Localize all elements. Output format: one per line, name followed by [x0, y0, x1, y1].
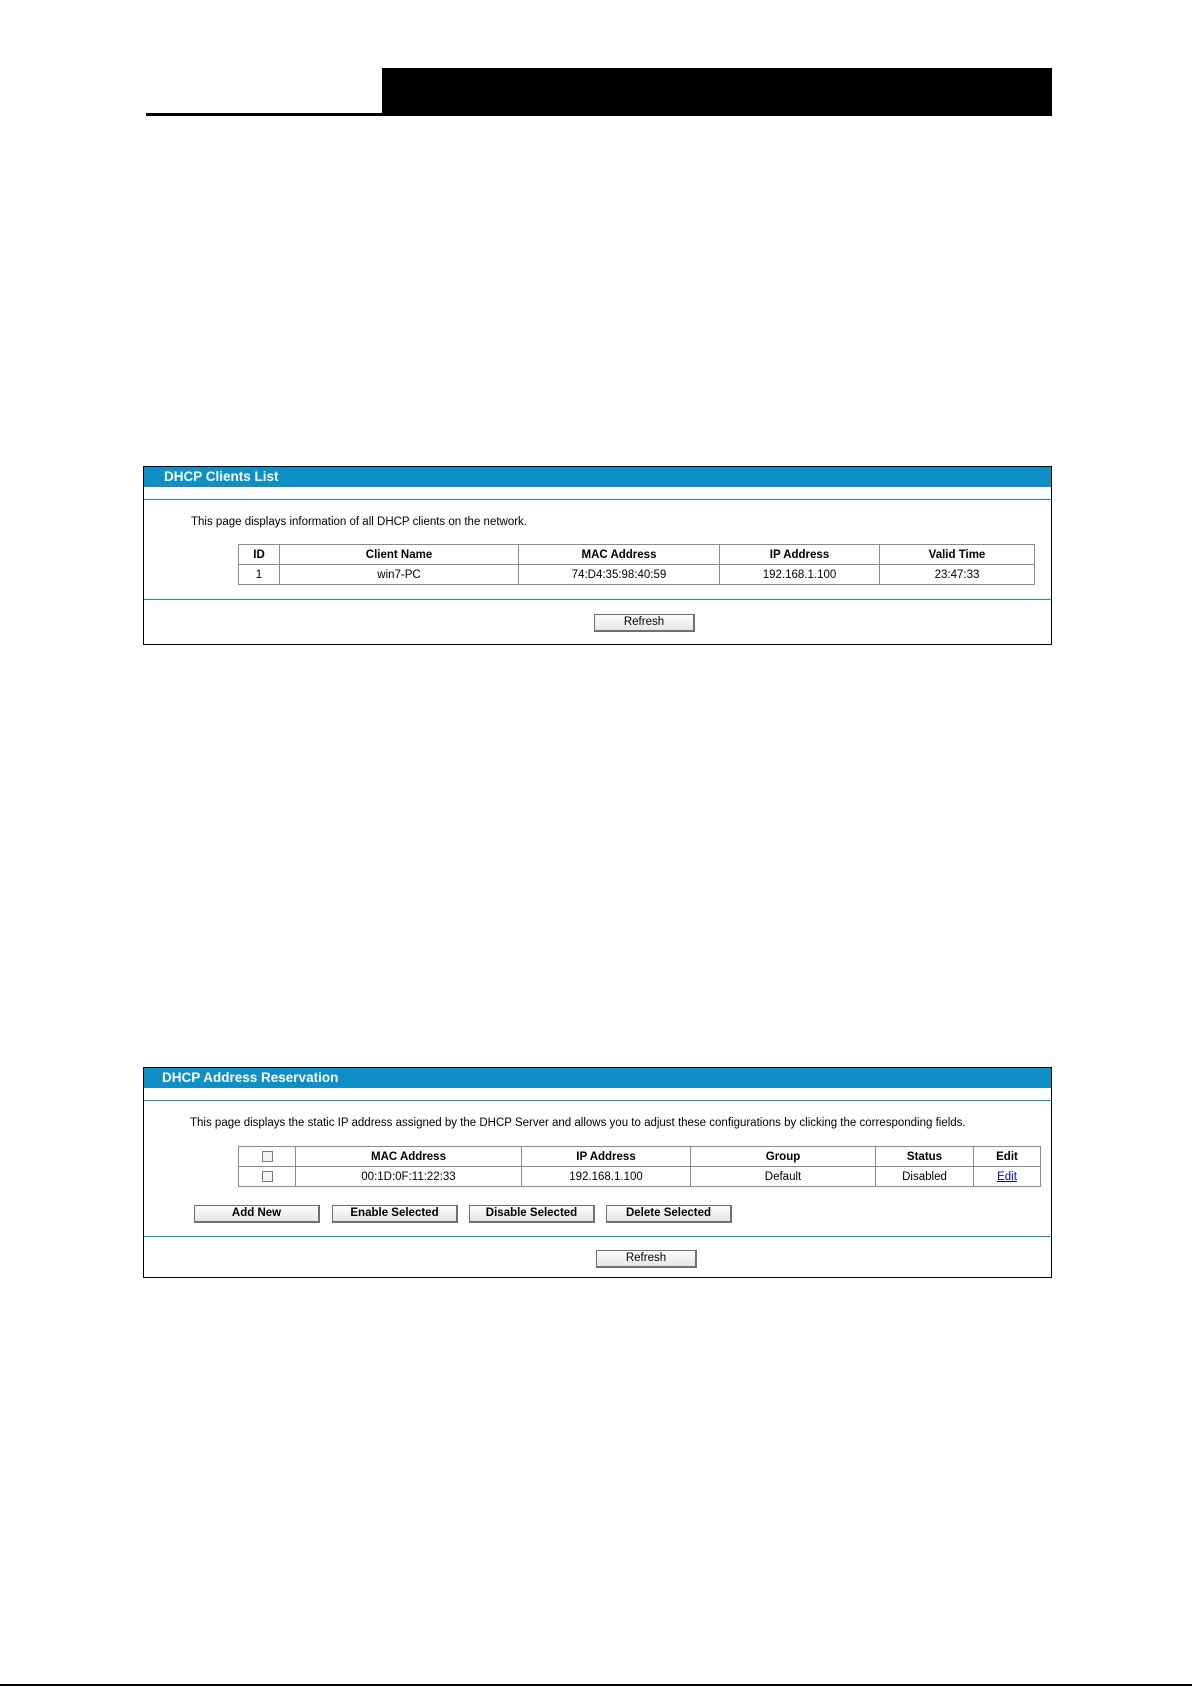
- panel-description: This page displays information of all DHCP clients on the network.: [191, 516, 528, 528]
- cell-ip: 192.168.1.100: [522, 1167, 691, 1187]
- cell-edit: [974, 1167, 1041, 1187]
- cell-valid-time: 23:47:33: [880, 565, 1035, 585]
- divider: [144, 499, 1051, 500]
- cell-group: Default: [691, 1167, 876, 1187]
- col-group: Group: [691, 1147, 876, 1167]
- dhcp-clients-panel: [143, 466, 1052, 645]
- panel-title: DHCP Address Reservation: [144, 1068, 1051, 1088]
- clients-table: [238, 544, 1035, 585]
- panel-description: This page displays the static IP address assigned by the DHCP Server and allows you to adjust these configurations by clicking the corresponding fields.: [190, 1117, 966, 1129]
- add-new-button[interactable]: Add New: [194, 1205, 320, 1223]
- cell-status: Disabled: [876, 1167, 974, 1187]
- delete-selected-button[interactable]: Delete Selected: [606, 1205, 732, 1223]
- col-valid-time: Valid Time: [880, 545, 1035, 565]
- col-ip-address: IP Address: [720, 545, 880, 565]
- select-all-checkbox[interactable]: [262, 1151, 273, 1162]
- cell-client-name: win7-PC: [280, 565, 519, 585]
- col-id: ID: [239, 545, 280, 565]
- divider: [144, 1100, 1051, 1101]
- refresh-button[interactable]: Refresh: [596, 1250, 697, 1268]
- refresh-button[interactable]: Refresh: [594, 614, 695, 632]
- cell-select: [239, 1167, 296, 1187]
- table-row: [239, 1167, 1041, 1187]
- header-rule: [146, 113, 382, 116]
- cell-mac: 00:1D:0F:11:22:33: [296, 1167, 522, 1187]
- cell-mac: 74:D4:35:98:40:59: [519, 565, 720, 585]
- disable-selected-button[interactable]: Disable Selected: [469, 1205, 595, 1223]
- cell-id: 1: [239, 565, 280, 585]
- col-mac-address: MAC Address: [296, 1147, 522, 1167]
- col-edit: Edit: [974, 1147, 1041, 1167]
- col-mac-address: MAC Address: [519, 545, 720, 565]
- table-header-row: [239, 545, 1035, 565]
- table-row: [239, 565, 1035, 585]
- reservation-table: [238, 1146, 1041, 1187]
- dhcp-reservation-panel: [143, 1067, 1052, 1278]
- header-bar: [382, 68, 1052, 116]
- panel-title: DHCP Clients List: [144, 467, 1051, 487]
- cell-ip: 192.168.1.100: [720, 565, 880, 585]
- divider: [144, 1236, 1051, 1237]
- col-ip-address: IP Address: [522, 1147, 691, 1167]
- table-header-row: [239, 1147, 1041, 1167]
- row-checkbox[interactable]: [262, 1171, 273, 1182]
- col-client-name: Client Name: [280, 545, 519, 565]
- col-select-all: [239, 1147, 296, 1167]
- edit-link[interactable]: Edit: [997, 1170, 1017, 1183]
- divider: [144, 599, 1051, 600]
- col-status: Status: [876, 1147, 974, 1167]
- enable-selected-button[interactable]: Enable Selected: [332, 1205, 458, 1223]
